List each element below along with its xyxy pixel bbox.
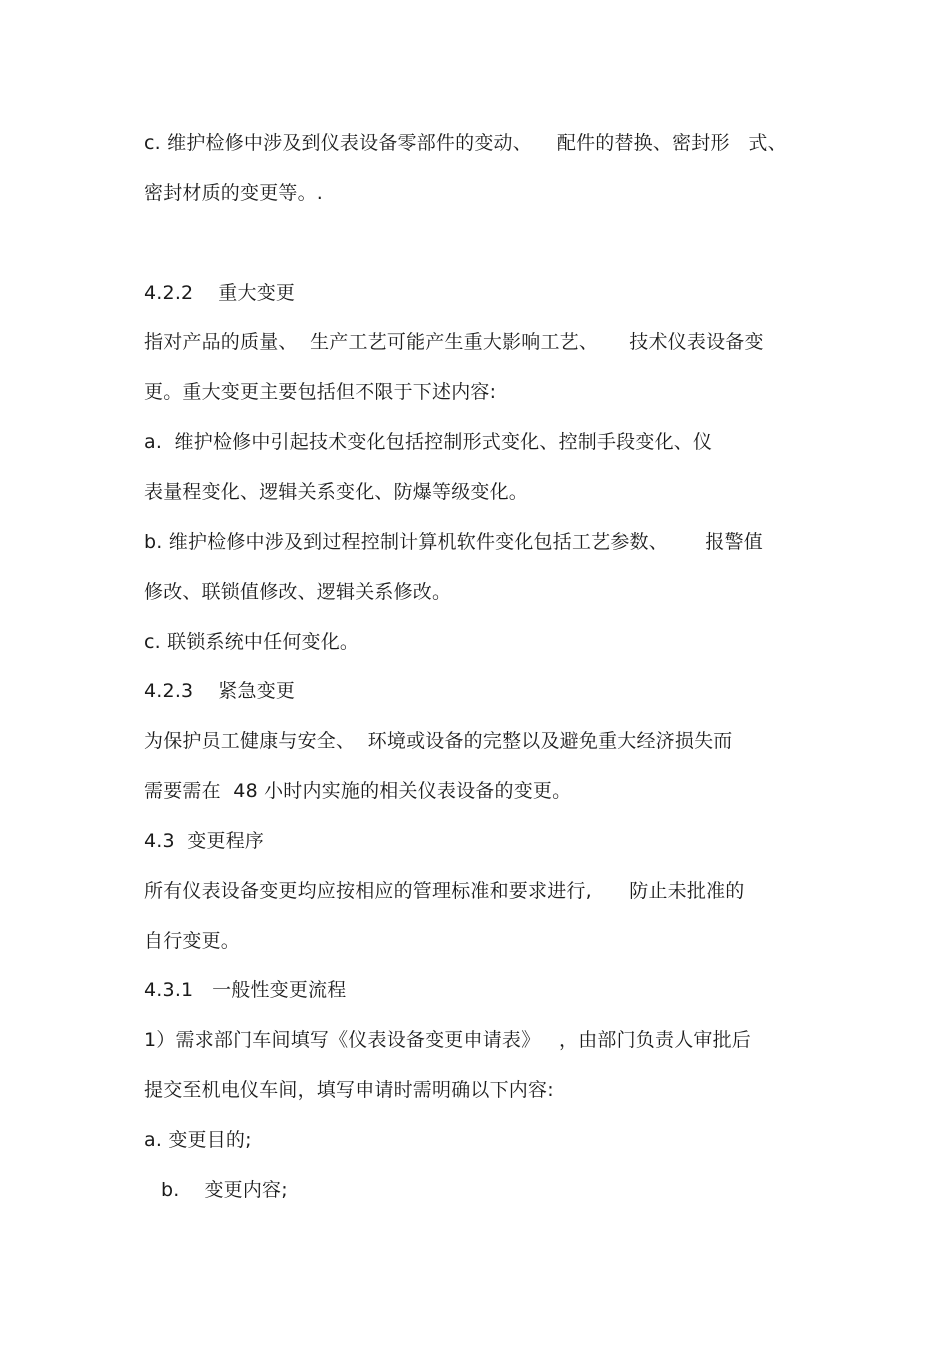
list-item: a. 变更目的; (144, 1129, 252, 1151)
section-heading: 4.3 变更程序 (144, 830, 265, 852)
list-item: a. 维护检修中引起技术变化包括控制形式变化、控制手段变化、仪 (144, 431, 713, 453)
paragraph-line: 表量程变化、逻辑关系变化、防爆等级变化。 (144, 481, 529, 503)
section-heading: 4.2.3 紧急变更 (144, 680, 296, 702)
paragraph-line: 所有仪表设备变更均应按相应的管理标准和要求进行, 防止未批准的 (144, 880, 745, 902)
list-item: b. 变更内容; (161, 1179, 288, 1201)
paragraph-line: 1）需求部门车间填写《仪表设备变更申请表》 ，由部门负责人审批后 (144, 1029, 752, 1051)
list-item: b. 维护检修中涉及到过程控制计算机软件变化包括工艺参数、 报警值 (144, 531, 763, 553)
paragraph-line: 密封材质的变更等。. (144, 182, 324, 204)
section-heading: 4.2.2 重大变更 (144, 282, 296, 304)
paragraph-line: 提交至机电仪车间，填写申请时需明确以下内容: (144, 1079, 554, 1101)
paragraph-line: 修改、联锁值修改、逻辑关系修改。 (144, 581, 452, 603)
paragraph-line: 为保护员工健康与安全、 环境或设备的完整以及避免重大经济损失而 (144, 730, 733, 752)
paragraph-line: c. 维护检修中涉及到仪表设备零部件的变动、 配件的替换、密封形 式、 (144, 132, 787, 154)
paragraph-line: 指对产品的质量、 生产工艺可能产生重大影响工艺、 技术仪表设备变 (144, 331, 764, 353)
list-item: c. 联锁系统中任何变化。 (144, 631, 360, 653)
section-heading: 4.3.1 一般性变更流程 (144, 979, 347, 1001)
paragraph-line: 需要需在 48 小时内实施的相关仪表设备的变更。 (144, 780, 572, 802)
paragraph-line: 自行变更。 (144, 930, 241, 952)
paragraph-line: 更。重大变更主要包括但不限于下述内容: (144, 381, 497, 403)
